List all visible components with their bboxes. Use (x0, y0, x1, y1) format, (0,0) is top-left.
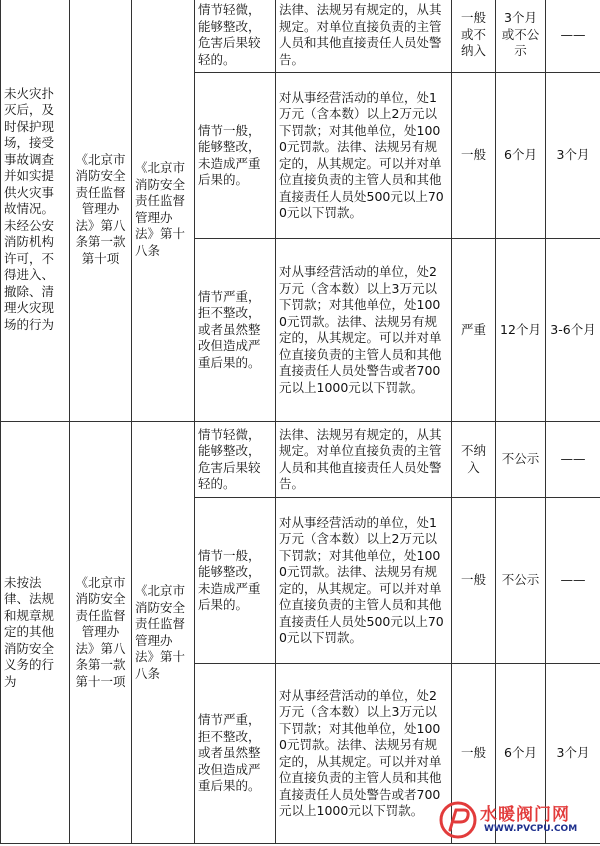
standard-cell: 法律、法规另有规定的，从其规定。对单位直接负责的主管人员和其他直接责任人员处警告。 (276, 0, 452, 73)
publicity-cell: 3个月或不公示 (496, 0, 546, 73)
degree-cell: 一般 (452, 498, 496, 664)
violation-cell: 未火灾扑灭后，及时保护现场，接受事故调查并如实提供火灾事故情况。未经公安消防机构许可，不得进入、撤除、清理火灾现场的行为 (1, 0, 70, 422)
publicity-cell: 不公示 (496, 498, 546, 664)
circumstance-cell: 情节轻微，能够整改，危害后果较轻的。 (195, 422, 276, 498)
standard-cell: 对从事经营活动的单位，处2万元（含本数）以上3万元以下罚款；对其他单位，处1000元罚款。法律、法规另有规定的，从其规定。可以并对单位直接负责的主管人员和其他直接责任人员处警告或者700元以上1000元以下罚款。 (276, 239, 452, 422)
penalty-basis-cell: 《北京市消防安全责任监督管理办法》第十八条 (132, 0, 195, 422)
repair-cell: —— (546, 498, 600, 664)
standard-cell: 对从事经营活动的单位，处1万元（含本数）以上2万元以下罚款；对其他单位，处1000元罚款。法律、法规另有规定的，从其规定。可以并对单位直接负责的主管人员和其他直接责任人员处500元以上700元以下罚款。 (276, 73, 452, 239)
repair-cell: 3个月 (546, 73, 600, 239)
publicity-cell: 不公示 (496, 422, 546, 498)
watermark-url: WWW.PVCPU.COM (484, 824, 578, 834)
repair-cell: 3-6个月 (546, 239, 600, 422)
basis-cell: 《北京市消防安全责任监督管理办法》第八条第一款第十项 (70, 0, 132, 422)
degree-cell: 不纳入 (452, 422, 496, 498)
pvcpu-logo-icon (438, 800, 478, 840)
circumstance-cell: 情节严重，拒不整改，或者虽然整改但造成严重后果的。 (195, 664, 276, 844)
watermark-title: 水暖阀门网 (480, 805, 570, 825)
publicity-cell: 6个月 (496, 73, 546, 239)
repair-cell: —— (546, 0, 600, 73)
circumstance-cell: 情节一般，能够整改，未造成严重后果的。 (195, 73, 276, 239)
penalty-basis-cell: 《北京市消防安全责任监督管理办法》第十八条 (132, 422, 195, 844)
repair-cell: 3个月 (546, 664, 600, 844)
standard-cell: 法律、法规另有规定的，从其规定。对单位直接负责的主管人员和其他直接责任人员处警告。 (276, 422, 452, 498)
standard-cell: 对从事经营活动的单位，处2万元（含本数）以上3万元以下罚款；对其他单位，处1000元罚款。法律、法规另有规定的，从其规定。可以并对单位直接负责的主管人员和其他直接责任人员处警告或者700元以上1000元以下罚款。 (276, 664, 452, 844)
degree-cell: 一般 (452, 664, 496, 844)
table-row (1, 422, 600, 498)
degree-cell: 一般 (452, 73, 496, 239)
table-row (1, 0, 600, 73)
publicity-cell: 6个月 (496, 664, 546, 844)
circumstance-cell: 情节严重，拒不整改，或者虽然整改但造成严重后果的。 (195, 239, 276, 422)
standard-cell: 对从事经营活动的单位，处1万元（含本数）以上2万元以下罚款；对其他单位，处1000元罚款。法律、法规另有规定的，从其规定。可以并对单位直接负责的主管人员和其他直接责任人员处500元以上700元以下罚款。 (276, 498, 452, 664)
repair-cell: —— (546, 422, 600, 498)
basis-cell: 《北京市消防安全责任监督管理办法》第八条第一款第十一项 (70, 422, 132, 844)
watermark (438, 800, 598, 840)
degree-cell: 一般或不纳入 (452, 0, 496, 73)
publicity-cell: 12个月 (496, 239, 546, 422)
violation-cell: 未按法律、法规和规章规定的其他消防安全义务的行为 (1, 422, 70, 844)
circumstance-cell: 情节轻微，能够整改，危害后果较轻的。 (195, 0, 276, 73)
degree-cell: 严重 (452, 239, 496, 422)
circumstance-cell: 情节一般，能够整改，未造成严重后果的。 (195, 498, 276, 664)
